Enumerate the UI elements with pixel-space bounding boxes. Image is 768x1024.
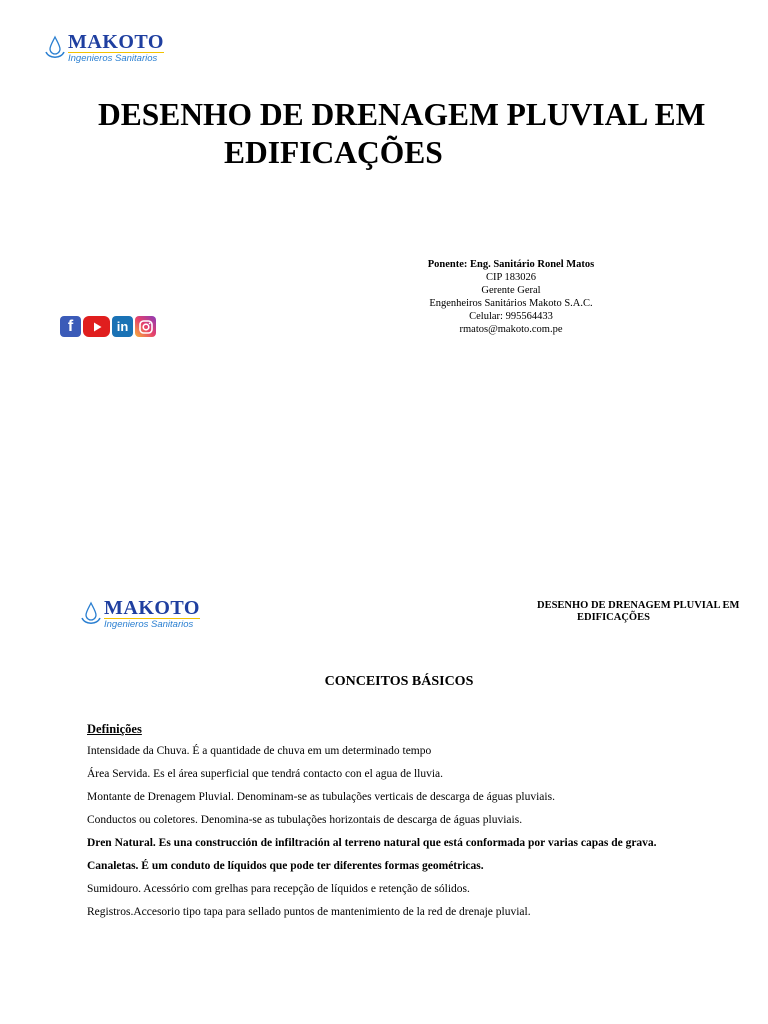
speaker-role: Gerente Geral [481, 285, 541, 296]
logo-name: MAKOTO [104, 597, 200, 619]
logo-name: MAKOTO [68, 31, 164, 53]
water-drop-icon [44, 35, 66, 61]
logo-subtitle: Ingenieros Sanitarios [104, 618, 200, 630]
definition-item: Montante de Drenagem Pluvial. Denominam-se as tubulações verticais de descarga de águas pluviais. [87, 791, 555, 803]
makoto-logo [44, 32, 164, 64]
header-line-2: EDIFICAÇÕES [577, 612, 650, 623]
logo-subtitle: Ingenieros Sanitarios [68, 52, 164, 64]
facebook-icon[interactable]: f [60, 316, 81, 337]
speaker-cip: CIP 183026 [485, 272, 537, 283]
speaker-info [400, 258, 622, 336]
linkedin-icon[interactable]: in [112, 316, 133, 337]
page-title [98, 96, 705, 172]
speaker-name: Ponente: Eng. Sanitário Ronel Matos [427, 259, 595, 270]
definition-item: Conductos ou coletores. Denomina-se as tubulações horizontais de descarga de águas pluviais. [87, 814, 523, 826]
water-drop-icon [80, 601, 102, 627]
makoto-logo-page2 [80, 598, 200, 630]
definitions-heading: Definições [87, 722, 142, 736]
youtube-icon[interactable] [83, 316, 110, 337]
running-header [537, 600, 739, 624]
section-title: CONCEITOS BÁSICOS [324, 674, 474, 689]
social-icons [60, 316, 156, 337]
title-line-2: EDIFICAÇÕES [224, 135, 443, 170]
title-line-1: DESENHO DE DRENAGEM PLUVIAL EM [98, 97, 706, 132]
definition-item: Canaletas. É um conduto de líquidos que pode ter diferentes formas geométricas. [87, 860, 484, 872]
speaker-email[interactable]: rmatos@makoto.com.pe [459, 324, 563, 335]
speaker-phone: Celular: 995564433 [469, 311, 553, 322]
definitions-list [87, 743, 747, 927]
instagram-icon[interactable] [135, 316, 156, 337]
definition-item: Dren Natural. Es una construcción de infiltración al terreno natural que está conformada por varias capas de grava. [87, 837, 657, 849]
definition-item: Área Servida. Es el área superficial que tendrá contacto con el agua de lluvia. [87, 768, 444, 780]
header-line-1: DESENHO DE DRENAGEM PLUVIAL EM [537, 600, 740, 611]
definition-item: Registros.Accesorio tipo tapa para sellado puntos de mantenimiento de la red de drenaje pluvial. [87, 906, 531, 918]
definition-item: Intensidade da Chuva. É a quantidade de chuva em um determinado tempo [87, 745, 432, 757]
speaker-company: Engenheiros Sanitários Makoto S.A.C. [429, 298, 593, 309]
definition-item: Sumidouro. Acessório com grelhas para recepção de líquidos e retenção de sólidos. [87, 883, 470, 895]
